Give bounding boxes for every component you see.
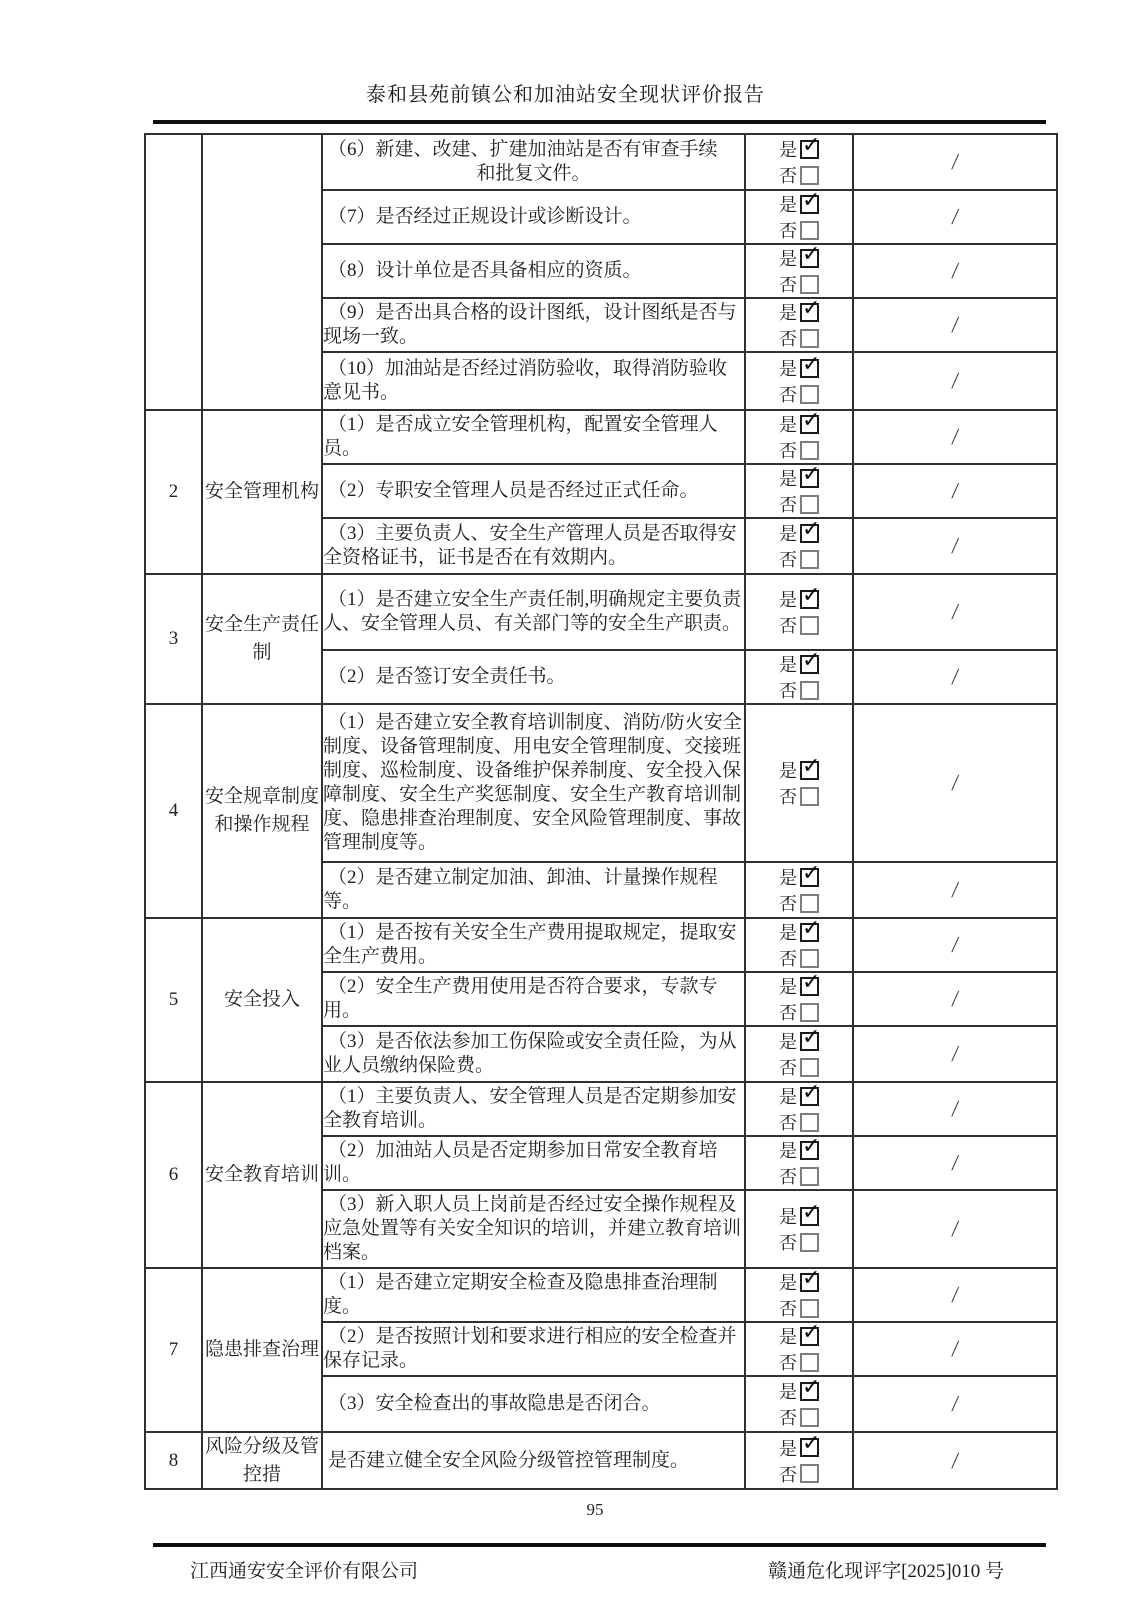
yesno-cell — [745, 650, 853, 704]
unchecked-checkbox-icon — [800, 681, 819, 700]
question-cell — [322, 190, 745, 244]
no-label: 否 — [779, 894, 797, 914]
checked-checkbox-icon — [800, 868, 819, 887]
table-row — [145, 574, 1057, 650]
no-label: 否 — [779, 1353, 797, 1373]
table-row — [145, 704, 1057, 862]
remark-cell — [853, 1322, 1057, 1376]
checked-checkbox-icon — [800, 195, 819, 214]
checked-checkbox-icon — [800, 1141, 819, 1160]
yesno-cell — [745, 298, 853, 352]
yes-label: 是 — [779, 590, 797, 610]
question-cell — [322, 1190, 745, 1268]
checked-checkbox-icon — [800, 1207, 819, 1226]
question-cell — [322, 704, 745, 862]
slash-mark: / — [950, 1336, 960, 1361]
question-text: （3）新入职人员上岗前是否经过安全操作规程及应急处置等有关安全知识的培训，并建立教育培训档案。 — [323, 1194, 742, 1263]
yes-label: 是 — [779, 977, 797, 997]
category-cell: 安全生产责任制 — [202, 574, 322, 704]
row-number-cell: 6 — [145, 1082, 202, 1268]
table-row — [145, 1432, 1057, 1489]
yesno-cell — [745, 1082, 853, 1136]
question-cell — [322, 244, 745, 298]
no-label: 否 — [779, 495, 797, 515]
footer-company: 江西通安安全评价有限公司 — [190, 1561, 419, 1582]
unchecked-checkbox-icon — [800, 949, 819, 968]
checked-checkbox-icon — [800, 1382, 819, 1401]
question-text: （2）是否签订安全责任书。 — [328, 666, 566, 687]
unchecked-checkbox-icon — [800, 1058, 819, 1077]
question-text: （9）是否出具合格的设计图纸，设计图纸是否与现场一致。 — [323, 302, 737, 347]
no-label: 否 — [779, 1113, 797, 1133]
checked-checkbox-icon — [800, 1087, 819, 1106]
question-text: （1）是否按有关安全生产费用提取规定，提取安全生产费用。 — [323, 922, 737, 967]
unchecked-checkbox-icon — [800, 166, 819, 185]
yesno-cell — [745, 410, 853, 464]
checked-checkbox-icon — [800, 590, 819, 609]
yes-label: 是 — [779, 655, 797, 675]
yes-label: 是 — [779, 359, 797, 379]
checked-checkbox-icon — [800, 249, 819, 268]
no-label: 否 — [779, 441, 797, 461]
slash-mark: / — [950, 533, 960, 558]
category-cell: 安全投入 — [202, 918, 322, 1082]
question-cell — [322, 1376, 745, 1432]
unchecked-checkbox-icon — [800, 894, 819, 913]
slash-mark: / — [950, 1150, 960, 1175]
question-text: （3）安全检查出的事故隐患是否闭合。 — [328, 1393, 661, 1414]
slash-mark: / — [950, 1282, 960, 1307]
question-cell — [322, 298, 745, 352]
yes-label: 是 — [779, 1382, 797, 1402]
unchecked-checkbox-icon — [800, 550, 819, 569]
page-footer — [153, 1556, 1046, 1583]
checked-checkbox-icon — [800, 655, 819, 674]
yes-label: 是 — [779, 469, 797, 489]
question-cell — [322, 352, 745, 410]
checked-checkbox-icon — [800, 923, 819, 942]
slash-mark: / — [950, 664, 960, 689]
remark-cell — [853, 134, 1057, 190]
slash-mark: / — [950, 1216, 960, 1241]
category-cell: 安全教育培训 — [202, 1082, 322, 1268]
row-number-cell: 4 — [145, 704, 202, 918]
checked-checkbox-icon — [800, 415, 819, 434]
yesno-cell — [745, 134, 853, 190]
slash-mark: / — [950, 932, 960, 957]
question-text: （1）是否建立安全教育培训制度、消防/防火安全制度、设备管理制度、用电安全管理制度、交接班制度、巡检制度、设备维护保养制度、安全投入保障制度、安全生产奖惩制度、安全生产教育培训制度、隐患排查治理制度、安全风险管理制度、事故管理制度等。 — [323, 712, 742, 853]
checked-checkbox-icon — [800, 303, 819, 322]
yes-label: 是 — [779, 1273, 797, 1293]
question-text: （7）是否经过正规设计或诊断设计。 — [328, 206, 642, 227]
slash-mark: / — [950, 478, 960, 503]
yes-label: 是 — [779, 140, 797, 160]
slash-mark: / — [950, 1391, 960, 1416]
yesno-cell — [745, 574, 853, 650]
no-label: 否 — [779, 1464, 797, 1485]
no-label: 否 — [779, 329, 797, 349]
header-rule — [153, 120, 1046, 124]
slash-mark: / — [950, 149, 960, 174]
unchecked-checkbox-icon — [800, 1464, 819, 1483]
remark-cell — [853, 1432, 1057, 1489]
question-cell — [322, 650, 745, 704]
remark-cell — [853, 410, 1057, 464]
yes-label: 是 — [779, 524, 797, 544]
footer-rule — [153, 1543, 1046, 1547]
yesno-cell — [745, 1136, 853, 1190]
unchecked-checkbox-icon — [800, 441, 819, 460]
no-label: 否 — [779, 1003, 797, 1023]
no-label: 否 — [779, 681, 797, 701]
question-cell — [322, 574, 745, 650]
yesno-cell — [745, 1268, 853, 1322]
question-text: （2）加油站人员是否定期参加日常安全教育培训。 — [323, 1140, 718, 1185]
slash-mark: / — [950, 204, 960, 229]
yes-label: 是 — [779, 303, 797, 323]
question-text: （8）设计单位是否具备相应的资质。 — [328, 260, 642, 281]
yesno-cell — [745, 1432, 853, 1489]
question-text: （1）是否建立定期安全检查及隐患排查治理制度。 — [323, 1272, 718, 1317]
checked-checkbox-icon — [800, 761, 819, 780]
slash-mark: / — [950, 1041, 960, 1066]
no-label: 否 — [779, 787, 797, 807]
remark-cell — [853, 1026, 1057, 1082]
unchecked-checkbox-icon — [800, 1408, 819, 1427]
page-number: 95 — [586, 1500, 604, 1519]
unchecked-checkbox-icon — [800, 275, 819, 294]
question-cell — [322, 464, 745, 518]
category-cell: 安全管理机构 — [202, 410, 322, 574]
question-text: （3）是否依法参加工伤保险或安全责任险，为从业人员缴纳保险费。 — [323, 1031, 737, 1076]
slash-mark: / — [950, 877, 960, 902]
checked-checkbox-icon — [800, 1273, 819, 1292]
row-number-cell: 5 — [145, 918, 202, 1082]
slash-mark: / — [950, 770, 960, 795]
no-label: 否 — [779, 949, 797, 969]
no-label: 否 — [779, 1408, 797, 1428]
slash-mark: / — [950, 424, 960, 449]
question-text: （1）主要负责人、安全管理人员是否定期参加安全教育培训。 — [323, 1086, 737, 1131]
yes-label: 是 — [779, 1087, 797, 1107]
remark-cell — [853, 352, 1057, 410]
question-text: （2）是否建立制定加油、卸油、计量操作规程等。 — [323, 867, 718, 912]
question-cell — [322, 518, 745, 574]
remark-cell — [853, 1376, 1057, 1432]
checked-checkbox-icon — [800, 1032, 819, 1051]
checked-checkbox-icon — [800, 524, 819, 543]
question-cell — [322, 1082, 745, 1136]
slash-mark: / — [950, 599, 960, 624]
question-text: （2）安全生产费用使用是否符合要求，专款专用。 — [323, 976, 718, 1021]
remark-cell — [853, 1082, 1057, 1136]
question-text: （6）新建、改建、扩建加油站是否有审查手续 — [328, 139, 718, 160]
remark-cell — [853, 464, 1057, 518]
yesno-cell — [745, 1376, 853, 1432]
question-text: 是否建立健全安全风险分级管控管理制度。 — [328, 1449, 690, 1471]
no-label: 否 — [779, 385, 797, 405]
table-row — [145, 410, 1057, 464]
category-cell: 隐患排查治理 — [202, 1268, 322, 1432]
table-row — [145, 918, 1057, 972]
yesno-cell — [745, 518, 853, 574]
no-label: 否 — [779, 1058, 797, 1078]
table-row — [145, 1268, 1057, 1322]
yesno-cell — [745, 1190, 853, 1268]
yes-label: 是 — [779, 1327, 797, 1347]
remark-cell — [853, 244, 1057, 298]
yes-label: 是 — [779, 761, 797, 781]
question-cell — [322, 134, 745, 190]
yesno-cell — [745, 704, 853, 862]
yesno-cell — [745, 918, 853, 972]
row-number-cell: 3 — [145, 574, 202, 704]
remark-cell — [853, 298, 1057, 352]
checklist-table — [144, 133, 1058, 1490]
question-cell — [322, 1026, 745, 1082]
category-cell: 安全规章制度和操作规程 — [202, 704, 322, 918]
yes-label: 是 — [779, 195, 797, 215]
question-text: 和批复文件。 — [476, 163, 591, 184]
unchecked-checkbox-icon — [800, 1299, 819, 1318]
yes-label: 是 — [779, 415, 797, 435]
unchecked-checkbox-icon — [800, 1233, 819, 1252]
unchecked-checkbox-icon — [800, 385, 819, 404]
yesno-cell — [745, 972, 853, 1026]
unchecked-checkbox-icon — [800, 1167, 819, 1186]
question-cell — [322, 1322, 745, 1376]
checked-checkbox-icon — [800, 140, 819, 159]
yes-label: 是 — [779, 249, 797, 269]
remark-cell — [853, 190, 1057, 244]
yes-label: 是 — [779, 1207, 797, 1227]
yesno-cell — [745, 862, 853, 918]
no-label: 否 — [779, 616, 797, 636]
question-text: （2）是否按照计划和要求进行相应的安全检查并保存记录。 — [323, 1326, 737, 1371]
question-cell — [322, 1432, 745, 1489]
remark-cell — [853, 650, 1057, 704]
question-cell — [322, 1268, 745, 1322]
remark-cell — [853, 1190, 1057, 1268]
question-cell — [322, 862, 745, 918]
remark-cell — [853, 918, 1057, 972]
yes-label: 是 — [779, 1141, 797, 1161]
slash-mark: / — [950, 368, 960, 393]
yesno-cell — [745, 1026, 853, 1082]
checked-checkbox-icon — [800, 1438, 819, 1457]
unchecked-checkbox-icon — [800, 787, 819, 806]
remark-cell — [853, 1268, 1057, 1322]
remark-cell — [853, 862, 1057, 918]
yes-label: 是 — [779, 868, 797, 888]
yesno-cell — [745, 244, 853, 298]
yesno-cell — [745, 190, 853, 244]
row-number-cell — [145, 134, 202, 410]
question-cell — [322, 410, 745, 464]
remark-cell — [853, 574, 1057, 650]
question-cell — [322, 918, 745, 972]
no-label: 否 — [779, 1167, 797, 1187]
remark-cell — [853, 518, 1057, 574]
slash-mark: / — [950, 1447, 960, 1473]
yes-label: 是 — [779, 1438, 797, 1459]
no-label: 否 — [779, 550, 797, 570]
footer-doc-number: 赣通危化现评字[2025]010 号 — [768, 1561, 1004, 1582]
no-label: 否 — [779, 166, 797, 186]
yesno-cell — [745, 464, 853, 518]
slash-mark: / — [950, 1096, 960, 1121]
category-cell: 风险分级及管控措 — [202, 1432, 322, 1489]
slash-mark: / — [950, 258, 960, 283]
row-number-cell: 7 — [145, 1268, 202, 1432]
unchecked-checkbox-icon — [800, 221, 819, 240]
yesno-cell — [745, 352, 853, 410]
remark-cell — [853, 1136, 1057, 1190]
no-label: 否 — [779, 221, 797, 241]
slash-mark: / — [950, 986, 960, 1011]
question-text: （2）专职安全管理人员是否经过正式任命。 — [328, 480, 699, 501]
row-number-cell: 8 — [145, 1432, 202, 1489]
unchecked-checkbox-icon — [800, 1353, 819, 1372]
yesno-cell — [745, 1322, 853, 1376]
slash-mark: / — [950, 312, 960, 337]
question-text: （3）主要负责人、安全生产管理人员是否取得安全资格证书，证书是否在有效期内。 — [323, 523, 737, 568]
unchecked-checkbox-icon — [800, 329, 819, 348]
table-row — [145, 134, 1057, 190]
category-cell — [202, 134, 322, 410]
remark-cell — [853, 704, 1057, 862]
checked-checkbox-icon — [800, 1327, 819, 1346]
remark-cell — [853, 972, 1057, 1026]
question-cell — [322, 972, 745, 1026]
checked-checkbox-icon — [800, 359, 819, 378]
unchecked-checkbox-icon — [800, 495, 819, 514]
yes-label: 是 — [779, 1032, 797, 1052]
page-title: 泰和县苑前镇公和加油站安全现状评价报告 — [366, 84, 765, 106]
yes-label: 是 — [779, 923, 797, 943]
checked-checkbox-icon — [800, 469, 819, 488]
question-text: （1）是否建立安全生产责任制,明确规定主要负责人、安全管理人员、有关部门等的安全生产职责。 — [323, 589, 742, 634]
table-row — [145, 1082, 1057, 1136]
no-label: 否 — [779, 275, 797, 295]
no-label: 否 — [779, 1233, 797, 1253]
no-label: 否 — [779, 1299, 797, 1319]
unchecked-checkbox-icon — [800, 1113, 819, 1132]
unchecked-checkbox-icon — [800, 1003, 819, 1022]
checked-checkbox-icon — [800, 977, 819, 996]
row-number-cell: 2 — [145, 410, 202, 574]
question-text: （10）加油站是否经过消防验收，取得消防验收意见书。 — [323, 358, 728, 403]
unchecked-checkbox-icon — [800, 616, 819, 635]
question-cell — [322, 1136, 745, 1190]
question-text: （1）是否成立安全管理机构，配置安全管理人员。 — [323, 414, 718, 459]
